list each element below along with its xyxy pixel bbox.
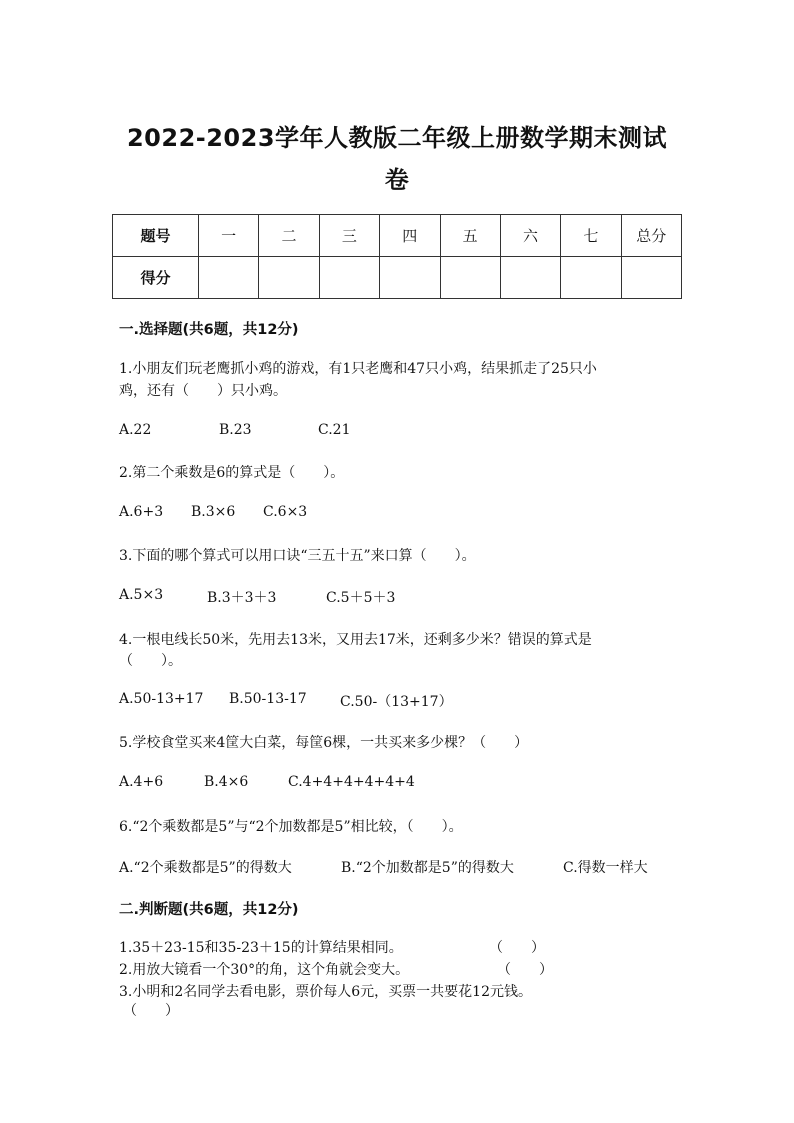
option-c[interactable]: C.得数一样大 <box>563 860 648 876</box>
answer-paren[interactable]: （ ） <box>489 940 545 956</box>
question-5: 5.学校食堂买来4筐大白菜，每筐6棵，一共买来多少棵？（ ） <box>119 735 529 751</box>
score-header-cell: 总分 <box>621 215 681 257</box>
score-blank-cell[interactable] <box>380 257 440 299</box>
option-c[interactable]: C.21 <box>318 422 351 438</box>
judge-question-3-line1: 3.小明和2名同学去看电影，票价每人6元，买票一共要花12元钱。 <box>119 984 532 1000</box>
question-2: 2.第二个乘数是6的算式是（ ）。 <box>119 465 345 481</box>
option-a[interactable]: A.4+6 <box>119 774 164 790</box>
option-a[interactable]: A.50-13+17 <box>119 691 204 707</box>
score-blank-cell[interactable] <box>319 257 379 299</box>
option-c[interactable]: C.4+4+4+4+4+4 <box>288 774 415 790</box>
question-4-line1: 4.一根电线长50米，先用去13米，又用去17米，还剩多少米？错误的算式是 <box>119 632 592 648</box>
score-table-header-row <box>113 215 682 257</box>
paper-title-line2: 卷 <box>384 166 410 194</box>
option-a[interactable]: A.“2个乘数都是5”的得数大 <box>119 860 292 876</box>
judge-question-1-text: 1.35＋23-15和35-23＋15的计算结果相同。 <box>119 940 403 956</box>
score-blank-cell[interactable] <box>259 257 319 299</box>
score-header-cell: 二 <box>259 215 319 257</box>
judge-question-2-text: 2.用放大镜看一个30°的角，这个角就会变大。 <box>119 962 410 978</box>
score-blank-cell[interactable] <box>440 257 500 299</box>
score-blank-cell[interactable] <box>199 257 259 299</box>
score-table <box>112 214 682 299</box>
option-b[interactable]: B.50-13-17 <box>229 691 307 707</box>
option-b[interactable]: B.3＋3＋3 <box>207 590 277 606</box>
option-c[interactable]: C.5＋5＋3 <box>326 590 396 606</box>
score-header-cell: 五 <box>440 215 500 257</box>
question-1-line2: 鸡，还有（ ）只小鸡。 <box>119 383 287 399</box>
question-1-line1: 1.小朋友们玩老鹰抓小鸡的游戏，有1只老鹰和47只小鸡，结果抓走了25只小 <box>119 361 597 377</box>
score-header-cell: 一 <box>199 215 259 257</box>
option-b[interactable]: B.“2个加数都是5”的得数大 <box>341 860 514 876</box>
option-b[interactable]: B.4×6 <box>204 774 249 790</box>
judge-question-1 <box>119 937 545 957</box>
paper-title-line1: 2022-2023学年人教版二年级上册数学期末测试 <box>126 124 668 152</box>
score-header-cell: 题号 <box>113 215 199 257</box>
option-a[interactable]: A.6+3 <box>119 504 164 520</box>
score-header-cell: 六 <box>500 215 560 257</box>
question-3: 3.下面的哪个算式可以用口诀“三五十五”来口算（ ）。 <box>119 548 476 564</box>
option-c[interactable]: C.6×3 <box>263 504 308 520</box>
option-a[interactable]: A.5×3 <box>119 587 164 603</box>
question-4-line2: （ ）。 <box>119 653 182 669</box>
section2-heading: 二.判断题(共6题，共12分) <box>119 902 299 918</box>
score-header-cell: 四 <box>380 215 440 257</box>
score-header-cell: 七 <box>561 215 621 257</box>
score-table-score-row <box>113 257 682 299</box>
option-b[interactable]: B.3×6 <box>191 504 236 520</box>
judge-question-2 <box>119 959 553 979</box>
score-blank-cell[interactable] <box>561 257 621 299</box>
section1-heading: 一.选择题(共6题，共12分) <box>119 322 299 338</box>
question-6: 6.“2个乘数都是5”与“2个加数都是5”相比较，（ ）。 <box>119 819 463 835</box>
answer-paren[interactable]: （ ） <box>497 962 553 978</box>
score-blank-cell[interactable] <box>621 257 681 299</box>
option-a[interactable]: A.22 <box>119 422 152 438</box>
option-c[interactable]: C.50-（13+17） <box>340 694 453 710</box>
score-header-cell: 三 <box>319 215 379 257</box>
score-row-label: 得分 <box>113 257 199 299</box>
option-b[interactable]: B.23 <box>219 422 252 438</box>
answer-paren[interactable]: （ ） <box>123 1003 179 1019</box>
score-blank-cell[interactable] <box>500 257 560 299</box>
